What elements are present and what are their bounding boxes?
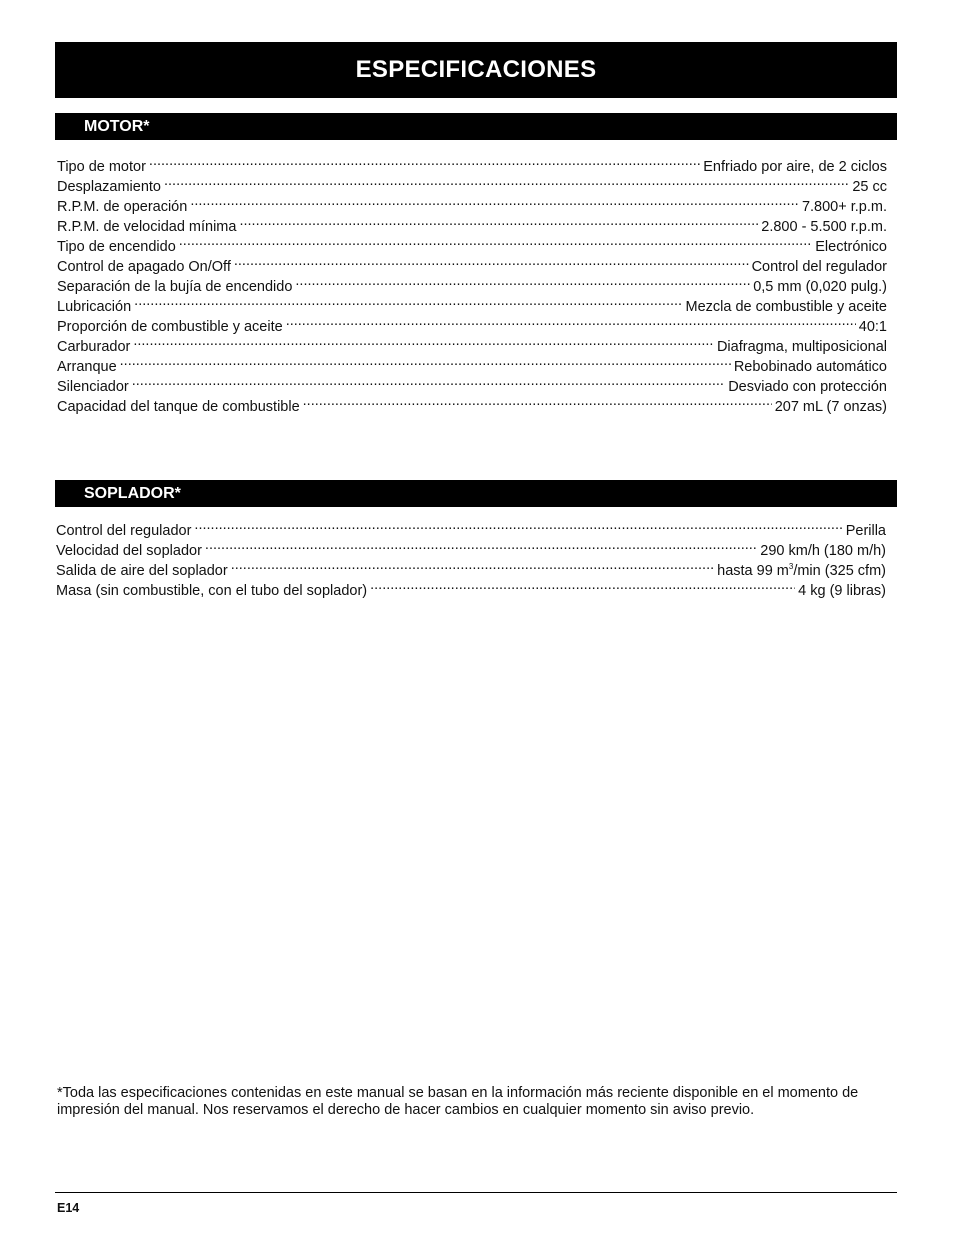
spec-value: Mezcla de combustible y aceite <box>685 299 887 315</box>
spec-row-control-de-apagado <box>57 251 887 275</box>
spec-label: Masa (sin combustible, con el tubo del soplador) <box>56 583 368 599</box>
spec-value-suffix: /min (325 cfm) <box>793 563 886 579</box>
spec-row-capacidad-tanque <box>57 391 887 415</box>
spec-value: Diafragma, multiposicional <box>716 339 887 355</box>
leader-dots <box>149 151 700 171</box>
leader-dots <box>164 171 849 191</box>
spec-label: Tipo de encendido <box>57 239 176 255</box>
spec-value-superscript: 3 <box>788 562 794 572</box>
spec-value: 0,5 mm (0,020 pulg.) <box>753 279 887 295</box>
spec-label: Salida de aire del soplador <box>56 563 228 579</box>
spec-label: Separación de la bujía de encendido <box>57 279 293 295</box>
spec-label: Proporción de combustible y aceite <box>57 319 283 335</box>
spec-label: Carburador <box>57 339 131 355</box>
leader-dots <box>234 251 749 271</box>
leader-dots <box>295 271 750 291</box>
spec-row-carburador <box>57 331 887 355</box>
leader-dots <box>134 291 682 311</box>
page-title: ESPECIFICACIONES <box>55 42 897 98</box>
spec-row-proporcion-combustible <box>57 311 887 335</box>
footer-divider <box>55 1192 897 1193</box>
leader-dots <box>194 515 842 535</box>
spec-label: Arranque <box>57 359 117 375</box>
spec-label: Control de apagado On/Off <box>57 259 231 275</box>
spec-label: Control del regulador <box>56 523 192 539</box>
spec-label: Desplazamiento <box>57 179 161 195</box>
spec-label: R.P.M. de velocidad mínima <box>57 219 237 235</box>
motor-spec-list <box>57 151 887 415</box>
spec-row-tipo-de-motor <box>57 151 887 175</box>
spec-value: Rebobinado automático <box>733 359 887 375</box>
soplador-spec-list <box>56 515 886 599</box>
leader-dots <box>205 535 757 555</box>
spec-value: Perilla <box>845 523 886 539</box>
spec-value: Electrónico <box>815 239 887 255</box>
leader-dots <box>133 331 714 351</box>
section-heading-motor: MOTOR* <box>55 113 897 140</box>
spec-row-control-regulador <box>56 515 886 539</box>
spec-value: 4 kg (9 libras) <box>798 583 886 599</box>
leader-dots <box>132 371 725 391</box>
spec-row-desplazamiento <box>57 171 887 195</box>
leader-dots <box>239 211 758 231</box>
spec-value: 290 km/h (180 m/h) <box>760 543 886 559</box>
leader-dots <box>231 555 714 575</box>
spec-label: Silenciador <box>57 379 129 395</box>
spec-row-rpm-operacion <box>57 191 887 215</box>
spec-value: Enfriado por aire, de 2 ciclos <box>703 159 887 175</box>
leader-dots <box>179 231 812 251</box>
spec-value: 207 mL (7 onzas) <box>774 399 887 415</box>
section-heading-soplador: SOPLADOR* <box>55 480 897 507</box>
leader-dots <box>303 391 772 411</box>
spec-label: Lubricación <box>57 299 132 315</box>
spec-row-tipo-de-encendido <box>57 231 887 255</box>
footnote: *Toda las especificaciones contenidas en este manual se basan en la información más reciente disponible en el momento de impresión del manual. Nos reservamos el derecho de hacer cambios en cualquier momento sin aviso previo. <box>57 1085 859 1118</box>
leader-dots <box>286 311 856 331</box>
spec-value: 7.800+ r.p.m. <box>801 199 887 215</box>
spec-value: Desviado con protección <box>728 379 887 395</box>
spec-value: 40:1 <box>858 319 887 335</box>
spec-value: 25 cc <box>852 179 887 195</box>
spec-label: Velocidad del soplador <box>56 543 202 559</box>
page-number: E14 <box>57 1201 80 1215</box>
spec-value: Control del regulador <box>751 259 887 275</box>
spec-value-prefix: hasta 99 m <box>717 563 789 579</box>
spec-value: 2.800 - 5.500 r.p.m. <box>761 219 887 235</box>
spec-label: Capacidad del tanque de combustible <box>57 399 300 415</box>
leader-dots <box>120 351 731 371</box>
leader-dots <box>370 575 795 595</box>
leader-dots <box>190 191 799 211</box>
spec-label: Tipo de motor <box>57 159 146 175</box>
spec-label: R.P.M. de operación <box>57 199 188 215</box>
